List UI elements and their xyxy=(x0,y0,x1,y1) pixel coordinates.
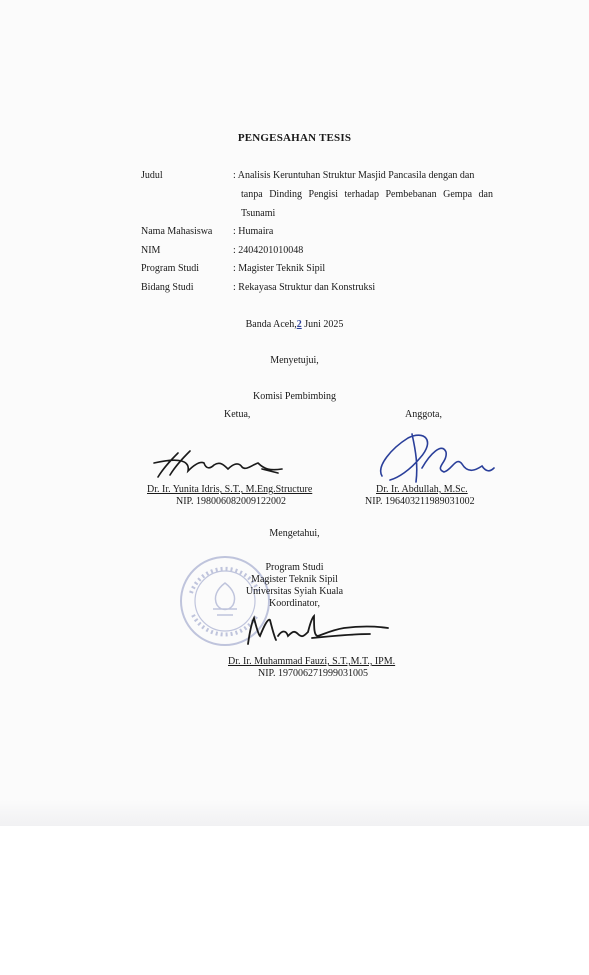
document-title: PENGESAHAN TESIS xyxy=(237,132,352,144)
program-studi-label: Program Studi xyxy=(265,562,324,573)
prodi-value: : Magister Teknik Sipil xyxy=(233,263,326,274)
anggota-name: Dr. Ir. Abdullah, M.Sc. xyxy=(376,484,468,495)
koordinator-nip: NIP. 197006271999031005 xyxy=(258,668,369,679)
university-name: Universitas Syiah Kuala xyxy=(245,586,344,597)
anggota-label: Anggota, xyxy=(405,409,442,420)
prodi-label: Program Studi xyxy=(141,263,200,274)
ketua-nip: NIP. 198006082009122002 xyxy=(176,496,287,507)
bidang-value: : Rekayasa Struktur dan Konstruksi xyxy=(233,282,376,293)
program-name: Magister Teknik Sipil xyxy=(251,574,338,585)
place-date xyxy=(0,319,589,330)
ketua-signature xyxy=(150,447,290,481)
judul-line-3: Tsunami xyxy=(241,208,276,219)
anggota-signature xyxy=(372,428,496,488)
nama-label: Nama Mahasiswa xyxy=(141,226,213,237)
mengetahui-text: Mengetahui, xyxy=(269,528,320,539)
place-date-suffix: Juni 2025 xyxy=(301,319,344,330)
ketua-label: Ketua, xyxy=(224,409,251,420)
bidang-label: Bidang Studi xyxy=(141,282,194,293)
page-edge-shadow xyxy=(0,800,589,826)
ketua-name: Dr. Ir. Yunita Idris, S.T., M.Eng.Structure xyxy=(147,484,313,495)
nim-label: NIM xyxy=(141,245,161,256)
place-date-day: 2 xyxy=(296,319,302,330)
nim-value: : 2404201010048 xyxy=(233,245,304,256)
judul-label: Judul xyxy=(141,170,163,181)
judul-line-2: tanpa Dinding Pengisi terhadap Pembebanan Gempa dan xyxy=(241,189,493,200)
judul-line-1: : Analisis Keruntuhan Struktur Masjid Pancasila dengan dan xyxy=(233,170,475,181)
komisi-heading: Komisi Pembimbing xyxy=(252,391,337,402)
nama-value: : Humaira xyxy=(233,226,274,237)
menyetujui-text: Menyetujui, xyxy=(270,355,319,366)
koordinator-label: Koordinator, xyxy=(269,598,320,609)
koordinator-name: Dr. Ir. Muhammad Fauzi, S.T.,M.T., IPM. xyxy=(228,656,396,667)
koordinator-signature xyxy=(242,606,392,650)
anggota-nip: NIP. 196403211989031002 xyxy=(365,496,475,507)
place-date-prefix: Banda Aceh, xyxy=(245,319,297,330)
